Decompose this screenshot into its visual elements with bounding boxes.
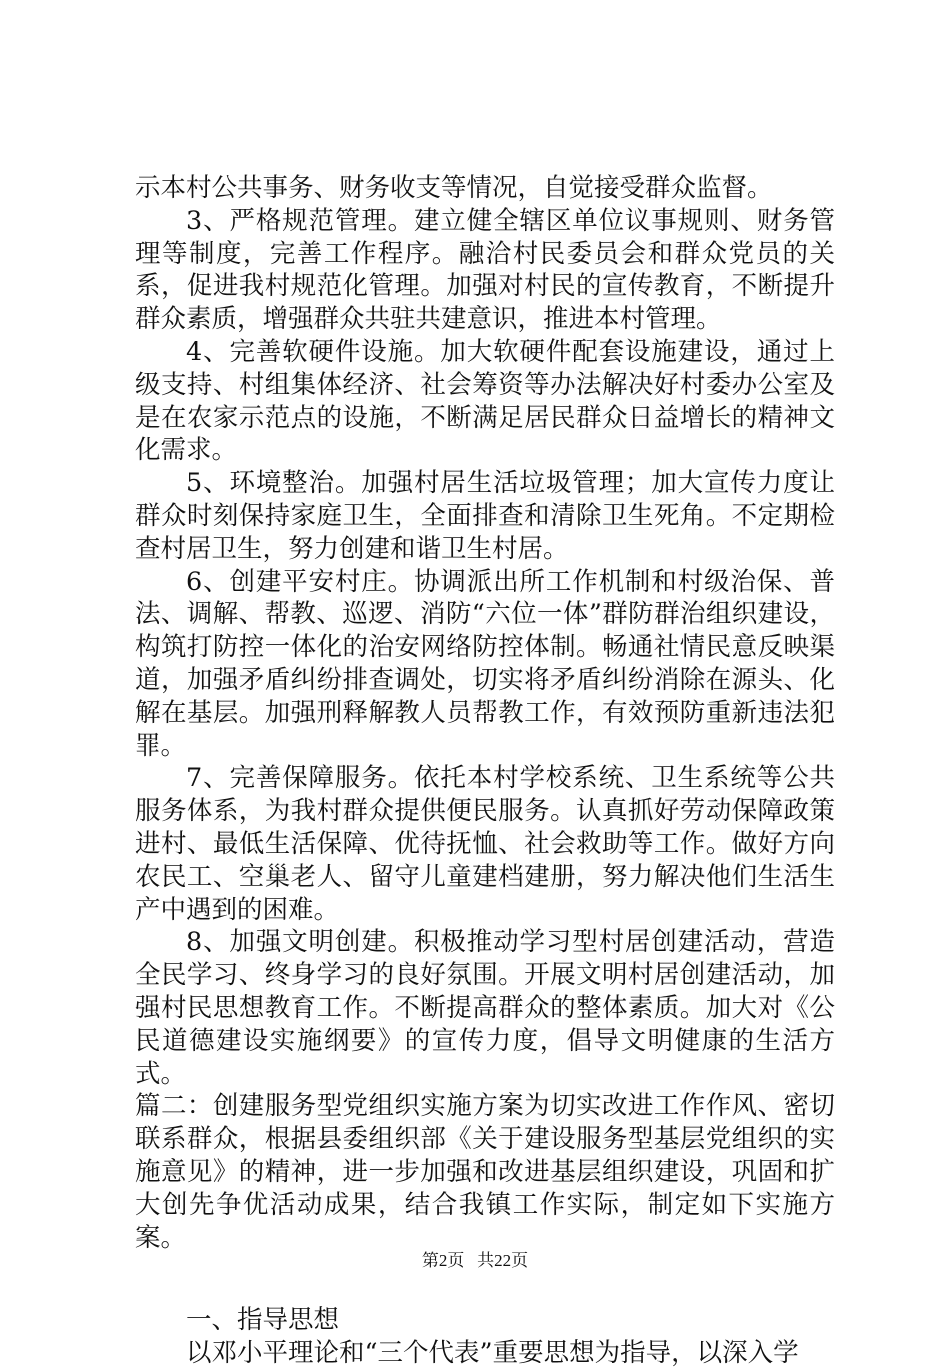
- paragraph-item-3: 3、严格规范管理。建立健全辖区单位议事规则、财务管理等制度，完善工作程序。融洽村民委员会和群众党员的关系，促进我村规范化管理。加强对村民的宣传教育，不断提升群众素质，增强群众共驻共建意识，推进本村管理。: [135, 205, 835, 335]
- paragraph-part-two: 篇二：创建服务型党组织实施方案为切实改进工作作风、密切联系群众，根据县委组织部《关于建设服务型基层党组织的实施意见》的精神，进一步加强和改进基层组织建设，巩固和扩大创先争优活动成果，结合我镇工作实际，制定如下实施方案。: [135, 1091, 835, 1253]
- paragraph-item-4: 4、完善软硬件设施。加大软硬件配套设施建设，通过上级支持、村组集体经济、社会筹资等办法解决好村委办公室及是在农家示范点的设施，不断满足居民群众日益增长的精神文化需求。: [135, 336, 835, 466]
- page-footer: [0, 1246, 950, 1271]
- document-body: [135, 172, 835, 1370]
- footer-separator: [469, 1251, 473, 1270]
- page-number: 第2页: [421, 1251, 465, 1270]
- paragraph-item-7: 7、完善保障服务。依托本村学校系统、卫生系统等公共服务体系，为我村群众提供便民服务。认真抓好劳动保障政策进村、最低生活保障、优待抚恤、社会救助等工作。做好方向农民工、空巢老人、留守儿童建档建册，努力解决他们生活生产中遇到的困难。: [135, 763, 835, 925]
- paragraph-item-5: 5、环境整治。加强村居生活垃圾管理；加大宣传力度让群众时刻保持家庭卫生，全面排查和清除卫生死角。不定期检查村居卫生，努力创建和谐卫生村居。: [135, 468, 835, 564]
- paragraph-item-8: 8、加强文明创建。积极推动学习型村居创建活动，营造全民学习、终身学习的良好氛围。开展文明村居创建活动，加强村民思想教育工作。不断提高群众的整体素质。加大对《公民道德建设实施纲要》的宣传力度，倡导文明健康的生活方式。: [135, 927, 835, 1089]
- paragraph-item-6: 6、创建平安村庄。协调派出所工作机制和村级治保、普法、调解、帮教、巡逻、消防“六位一体”群防群治组织建设，构筑打防控一体化的治安网络防控体制。畅通社情民意反映渠道，加强矛盾纠纷排查调处，切实将矛盾纠纷消除在源头、化解在基层。加强刑释解教人员帮教工作，有效预防重新违法犯罪。: [135, 566, 835, 761]
- section-heading: 一、指导思想: [186, 1305, 340, 1336]
- paragraph-continuation: 示本村公共事务、财务收支等情况，自觉接受群众监督。: [135, 173, 773, 203]
- paragraph-guiding-thought: 以邓小平理论和“三个代表”重要思想为指导，以深入学: [186, 1338, 799, 1369]
- total-pages: 共22页: [477, 1251, 529, 1270]
